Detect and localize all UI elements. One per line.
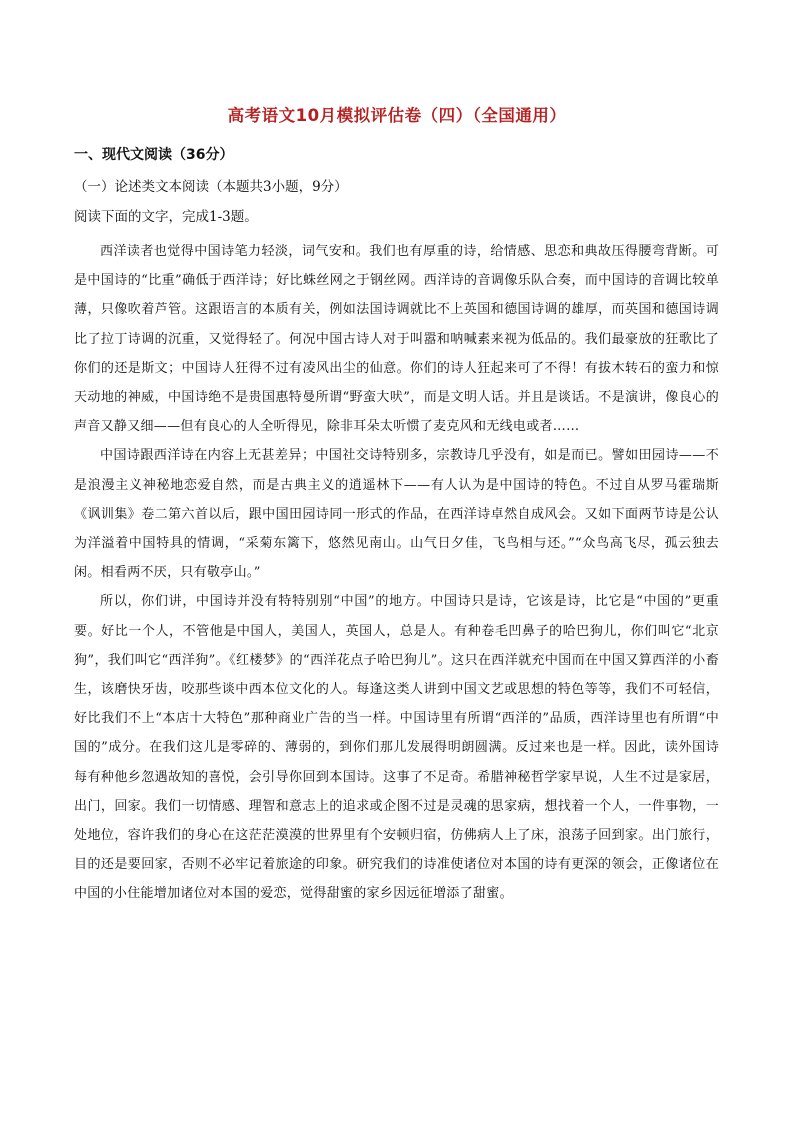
passage-paragraph: 所以，你们讲，中国诗并没有特特别别“中国”的地方。中国诗只是诗，它该是诗，比它是“中国的”更重要。好比一个人，不管他是中国人，美国人，英国人，总是人。有种卷毛凹鼻子的哈巴狗儿，你们叫它“北京狗”，我们叫它“西洋狗”。《红楼梦》的“西洋花点子哈巴狗儿”。这只在西洋就充中国而在中国又算西洋的小畜生，该磨快牙齿，咬那些谈中西本位文化的人。每逢这类人讲到中国文艺或思想的特色等等，我们不可轻信，好比我们不上“本店十大特色”那种商业广告的当一样。中国诗里有所谓“西洋的”品质，西洋诗里也有所谓“中国的”成分。在我们这儿是零碎的、薄弱的，到你们那儿发展得明朗圆满。反过来也是一样。因此，读外国诗每有种他乡忽遇故知的喜悦，会引导你回到本国诗。这事了不足奇。希腊神秘哲学家早说，人生不过是家居，出门，回家。我们一切情感、理智和意志上的追求或企图不过是灵魂的思家病，想找着一个人，一件事物，一处地位，容许我们的身心在这茫茫漠漠的世界里有个安顿归宿，仿佛病人上了床，浪荡子回到家。出门旅行，目的还是要回家，否则不必牢记着旅途的印象。研究我们的诗准使诸位对本国的诗有更深的领会，正像诸位在中国的小住能增加诸位对本国的爱恋，觉得甜蜜的家乡因远征增添了甜蜜。 (74, 594, 719, 902)
page-title: 高考语文10月模拟评估卷（四）（全国通用） (227, 106, 567, 125)
passage-paragraph: 西洋读者也觉得中国诗笔力轻淡，词气安和。我们也有厚重的诗，给情感、思恋和典故压得腰弯背断。可是中国诗的“比重”确低于西洋诗；好比蛛丝网之于钢丝网。西洋诗的音调像乐队合奏，而中国诗的音调比较单薄，只像吹着芦管。这跟语言的本质有关，例如法国诗调就比不上英国和德国诗调的雄厚，而英国和德国诗调比了拉丁诗调的沉重，又觉得轻了。何况中国古诗人对于叫嚣和呐喊素来视为低品的。我们最豪放的狂歌比了你们的还是斯文；中国诗人狂得不过有凌风出尘的仙意。你们的诗人狂起来可了不得！有拔木转石的蛮力和惊天动地的神威，中国诗绝不是贵国惠特曼所谓“野蛮大吠”，而是文明人话。并且是谈话。不是演讲，像良心的声音又静又细——但有良心的人全听得见，除非耳朵太听惯了麦克风和无线电或者…… (74, 244, 719, 435)
passage-paragraph: 中国诗跟西洋诗在内容上无甚差异；中国社交诗特别多，宗教诗几乎没有，如是而已。譬如田园诗——不是浪漫主义神秘地恋爱自然，而是古典主义的逍遥林下——有人认为是中国诗的特色。不过自从罗马霍瑞斯《讽训集》卷二第六首以后，跟中国田园诗同一形式的作品，在西洋诗卓然自成风会。又如下面两节诗是公认为洋溢着中国特具的情调，“采菊东篱下，悠然见南山。山气日夕佳，飞鸟相与还。”“众鸟高飞尽，孤云独去闲。相看两不厌，只有敬亭山。” (74, 448, 719, 581)
sub-heading: （一）论述类文本阅读（本题共3小题，9分） (74, 179, 348, 195)
reading-passage (74, 237, 719, 909)
reading-instruction: 阅读下面的文字，完成1-3题。 (74, 209, 258, 225)
section-heading: 一、现代文阅读（36分） (74, 147, 234, 163)
